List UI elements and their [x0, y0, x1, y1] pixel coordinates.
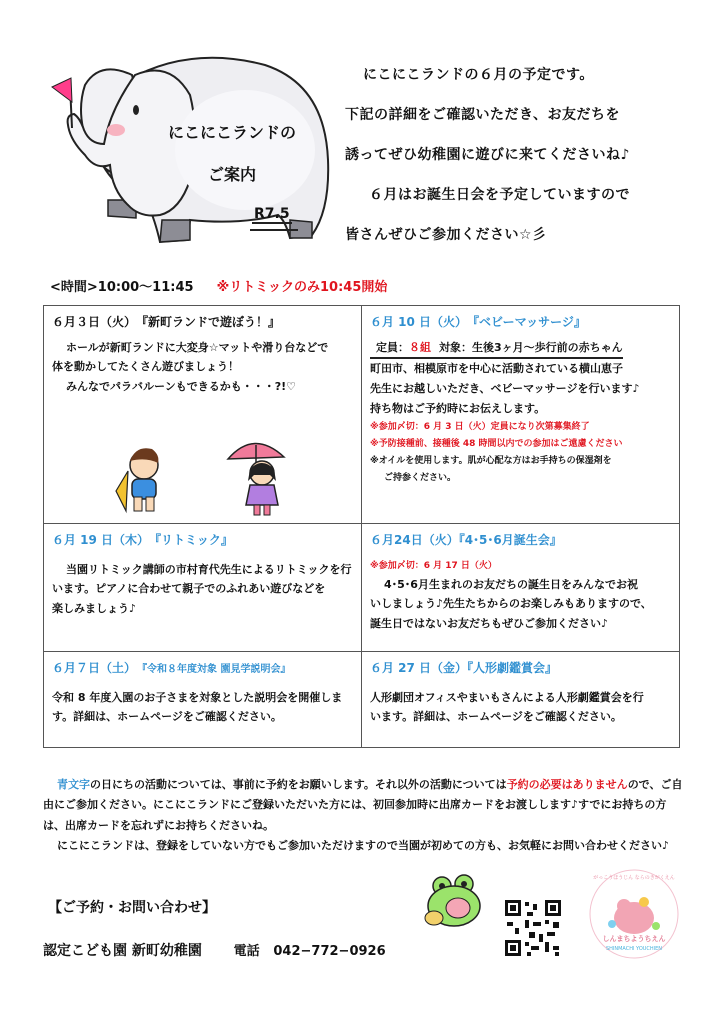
- intro-line: 誘ってぜひ幼稚園に遊びに来てくださいね♪: [345, 147, 630, 163]
- event-text: 先生にお越しいただき、ベビーマッサージを行います♪: [370, 382, 640, 396]
- school-logo-name: しんまちようちえん: [602, 935, 666, 943]
- deadline-note: ※参加〆切：6 月 17 日（火）: [370, 560, 497, 571]
- event-text: す。詳細は、ホームページをご確認ください。: [52, 710, 282, 724]
- capacity-value: ８組: [409, 340, 431, 354]
- event-title: ６月３日（火） 『新町ランドで遊ぼう！』: [52, 315, 281, 329]
- schedule-table: [43, 305, 680, 748]
- event-text: 人形劇団オフィスやまいもさんによる人形劇鑑賞会を行: [370, 690, 644, 704]
- capacity-line: [370, 338, 623, 360]
- frog-mascot-icon: [420, 872, 495, 932]
- event-text: 持ち物はご予約時にお伝えします。: [370, 401, 546, 415]
- event-cell: [44, 524, 362, 652]
- tel-label: 電話: [233, 944, 260, 959]
- notes-paragraph: [43, 775, 683, 836]
- oil-note: ※オイルを使用します。肌が心配な方はお手持ちの保湿剤を: [370, 455, 612, 466]
- event-text: 体を動かしてたくさん遊びましょう！: [52, 360, 239, 374]
- school-logo: [588, 868, 680, 960]
- event-date: ６月７日（土）: [52, 661, 137, 675]
- event-title: [52, 658, 353, 680]
- event-text: 町田市、相模原市を中心に活動されている横山恵子: [370, 362, 623, 376]
- school-logo-arc-text: がっこうほうじん ならのきがくえん: [593, 875, 675, 881]
- event-text: 誕生日ではないお友だちもぜひご参加ください♪: [370, 617, 609, 631]
- header-title-line1: にこにこランドの: [168, 123, 297, 142]
- children-illustration: [106, 431, 306, 521]
- event-cell: [362, 306, 680, 524]
- intro-line: にこにこランドの６月の予定です。: [363, 67, 594, 83]
- contact-heading: 【ご予約・お問い合わせ】: [48, 900, 216, 916]
- event-text: みんなでパラバルーンもできるかも・・・?!♡: [66, 380, 297, 394]
- notes-section: [43, 775, 683, 856]
- intro-text: [345, 55, 630, 255]
- event-text: ホールが新町ランドに大変身☆マットや滑り台などで: [66, 340, 329, 354]
- intro-line: 皆さんぜひご参加ください☆彡: [345, 227, 547, 243]
- event-text: います。ピアノに合わせて親子でのふれあい遊びなどを: [52, 582, 326, 596]
- school-name: 認定こども園 新町幼稚園: [43, 943, 202, 959]
- no-reservation-text: 予約の必要はありません: [506, 778, 628, 791]
- event-cell: [44, 306, 362, 524]
- intro-line: ６月はお誕生日会を予定していますので: [369, 187, 630, 203]
- blue-text-label: 青文字: [57, 778, 90, 791]
- event-title: ６月 19 日（木） 『リトミック』: [52, 533, 233, 547]
- intro-line: 下記の詳細をご確認いただき、お友だちを: [345, 107, 620, 123]
- notes-text: の日にちの活動については、事前に予約をお願いします。それ以外の活動については: [90, 778, 507, 791]
- event-subtitle: 『令和８年度対象 園見学説明会』: [142, 664, 291, 675]
- rhythmic-time-note: ※リトミックのみ10:45開始: [216, 280, 388, 295]
- event-text: 楽しみましょう♪: [52, 602, 137, 616]
- event-cell: [44, 652, 362, 748]
- capacity-label: 定員：: [376, 340, 409, 354]
- event-title: ６月 10 日（火） 『ベビーマッサージ』: [370, 315, 586, 329]
- target-text: 対象：生後3ヶ月～歩行前の赤ちゃん: [439, 340, 623, 354]
- elephant-illustration: [40, 40, 340, 255]
- qr-code[interactable]: [503, 898, 563, 958]
- event-text: いしましょう♪先生たちからのお楽しみもありますので、: [370, 597, 652, 611]
- event-cell: [362, 652, 680, 748]
- time-label: <時間>10:00～11:45: [50, 280, 194, 295]
- notes-paragraph: にこにこランドは、登録をしていない方でもご参加いただけますので当園が初めての方も、お気軽にお問い合わせください♪: [57, 839, 670, 853]
- notes-text: ので、ご自由にご参加ください。にこにこランドにご登録いただいた方には、初回参加時に出席カードをお渡しします♪すでにお持ちの方は、出席カードを忘れずにお持ちくださいね。: [43, 778, 683, 832]
- tel-number: 042−772−0926: [273, 944, 386, 959]
- contact-info: [43, 940, 386, 960]
- vaccination-note: ※予防接種前、接種後 48 時間以内での参加はご遠慮ください: [370, 438, 623, 449]
- event-text: 4･5･6月生まれのお友だちの誕生日をみんなでお祝: [384, 577, 638, 591]
- event-text: います。詳細は、ホームページをご確認ください。: [370, 710, 622, 724]
- oil-note: ご持参ください。: [384, 473, 457, 484]
- event-title: ６月 27 日（金）『人形劇鑑賞会』: [370, 661, 558, 675]
- edition-label: R7.5: [254, 206, 290, 222]
- event-title: ６月24日（火）『4･5･6月誕生会』: [370, 533, 562, 547]
- header-title-line2: ご案内: [208, 165, 257, 184]
- event-text: 令和 8 年度入園のお子さまを対象とした説明会を開催しま: [52, 690, 343, 704]
- deadline-note: ※参加〆切：6 月 3 日（火）定員になり次第募集終了: [370, 421, 590, 432]
- event-cell: [362, 524, 680, 652]
- event-text: 当園リトミック講師の市村育代先生によるリトミックを行: [66, 562, 352, 576]
- time-info: [50, 276, 387, 295]
- school-logo-roman: SHINMACHI YOUCHIEN: [605, 946, 663, 952]
